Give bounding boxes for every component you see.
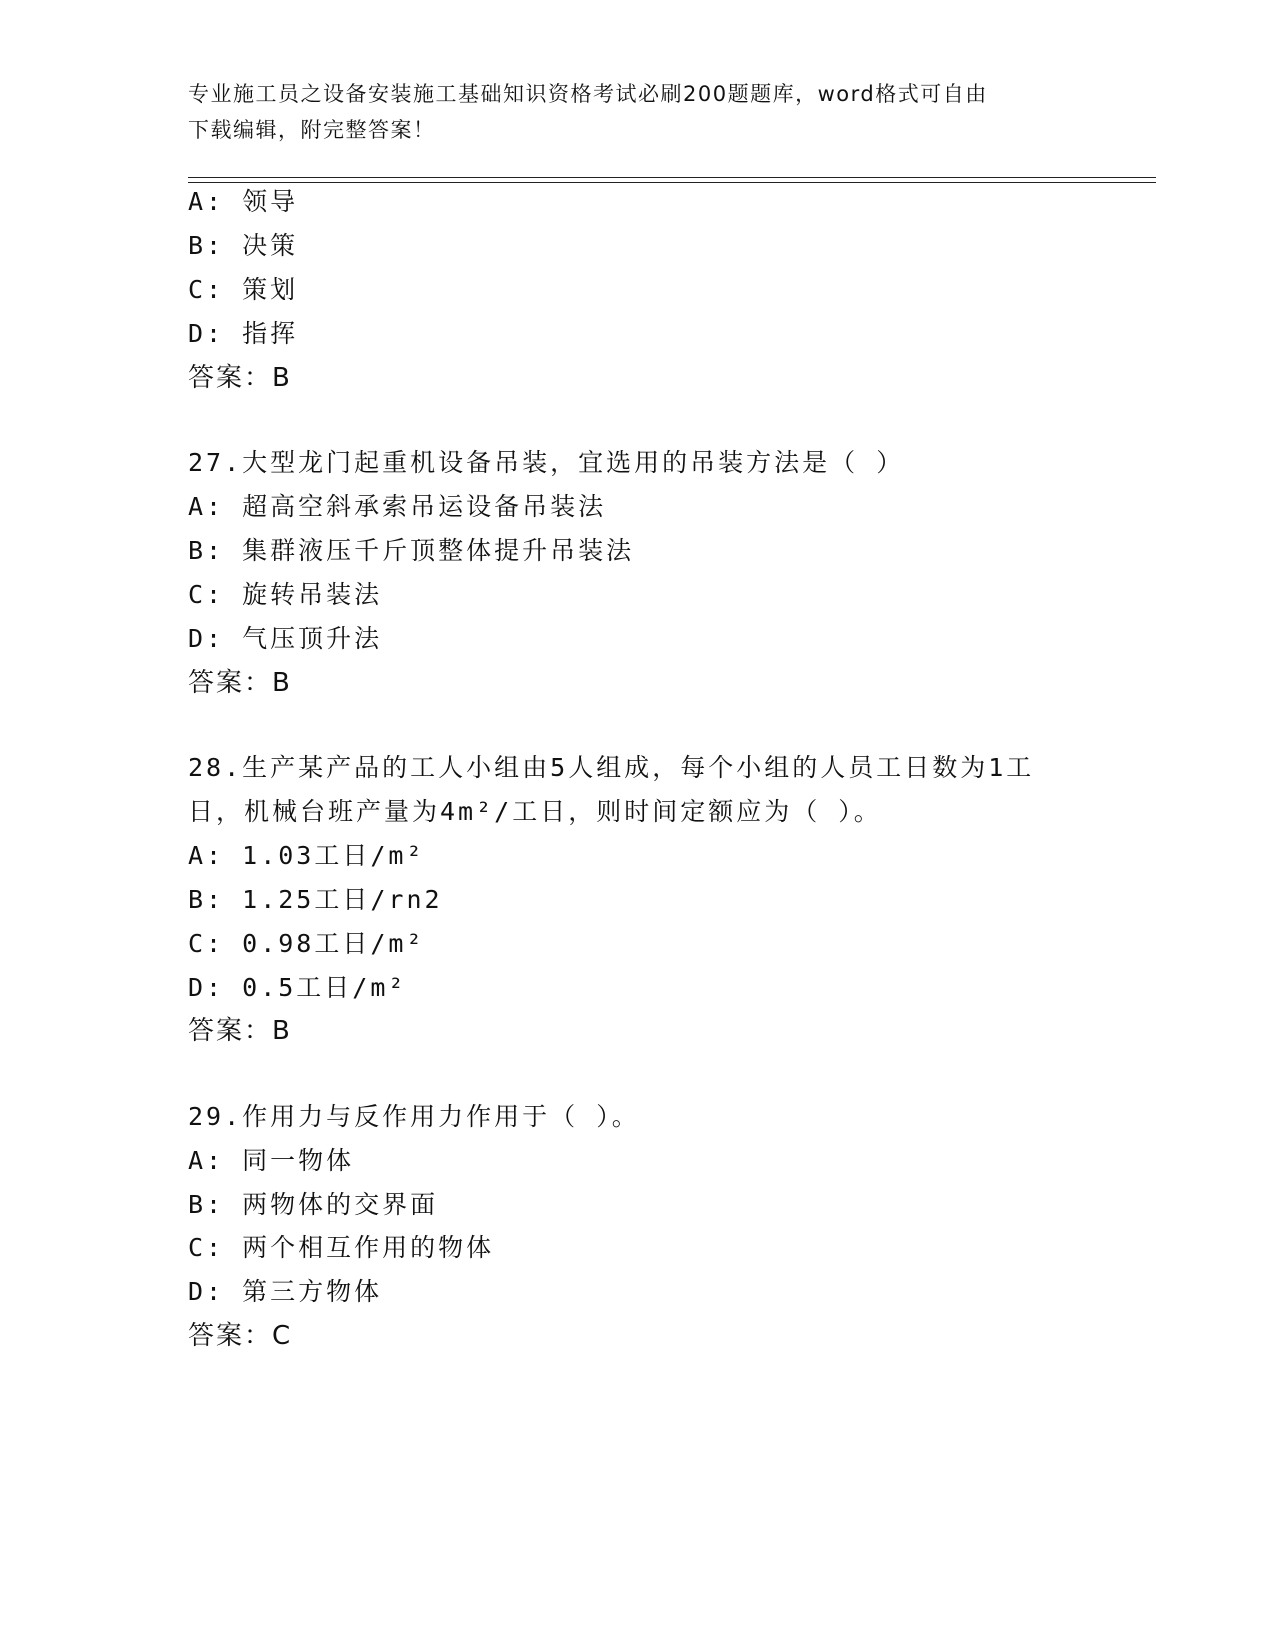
- q29-option-a: A: 同一物体: [188, 1146, 355, 1175]
- q29-question: 29.作用力与反作用力作用于（ ）。: [188, 1102, 640, 1131]
- q28-answer: 答案：B: [188, 1016, 292, 1046]
- header-line-1: 专业施工员之设备安装施工基础知识资格考试必刷200题题库，word格式可自由: [188, 82, 988, 106]
- q28-option-d: D: 0.5工日/m²: [188, 973, 407, 1002]
- q29-option-d: D: 第三方物体: [188, 1277, 383, 1306]
- q28-question-line-2: 日，机械台班产量为4m²/工日，则时间定额应为（ ）。: [188, 797, 882, 826]
- q27-option-c: C: 旋转吊装法: [188, 580, 383, 609]
- q29-answer: 答案：C: [188, 1321, 293, 1351]
- q27-answer: 答案：B: [188, 668, 292, 698]
- q29-option-c: C: 两个相互作用的物体: [188, 1233, 495, 1262]
- q26-answer: 答案：B: [188, 363, 292, 393]
- q29-option-b: B: 两物体的交界面: [188, 1190, 439, 1219]
- header-divider-top: [188, 177, 1156, 178]
- header-divider-bottom: [188, 182, 1156, 183]
- q28-option-c: C: 0.98工日/m²: [188, 929, 425, 958]
- q26-option-a: A: 领导: [188, 187, 299, 216]
- q26-option-d: D: 指挥: [188, 319, 299, 348]
- q26-option-b: B: 决策: [188, 231, 299, 260]
- header-line-2: 下载编辑，附完整答案！: [188, 118, 436, 142]
- q27-option-b: B: 集群液压千斤顶整体提升吊装法: [188, 536, 635, 565]
- q27-question: 27.大型龙门起重机设备吊装，宜选用的吊装方法是（ ）: [188, 448, 905, 477]
- q28-option-a: A: 1.03工日/m²: [188, 841, 425, 870]
- q28-option-b: B: 1.25工日/rn2: [188, 885, 443, 914]
- q27-option-d: D: 气压顶升法: [188, 624, 383, 653]
- q27-option-a: A: 超高空斜承索吊运设备吊装法: [188, 492, 607, 521]
- document-header: [188, 76, 1068, 148]
- q28-question-line-1: 28.生产某产品的工人小组由5人组成，每个小组的人员工日数为1工: [188, 753, 1035, 782]
- q26-option-c: C: 策划: [188, 275, 299, 304]
